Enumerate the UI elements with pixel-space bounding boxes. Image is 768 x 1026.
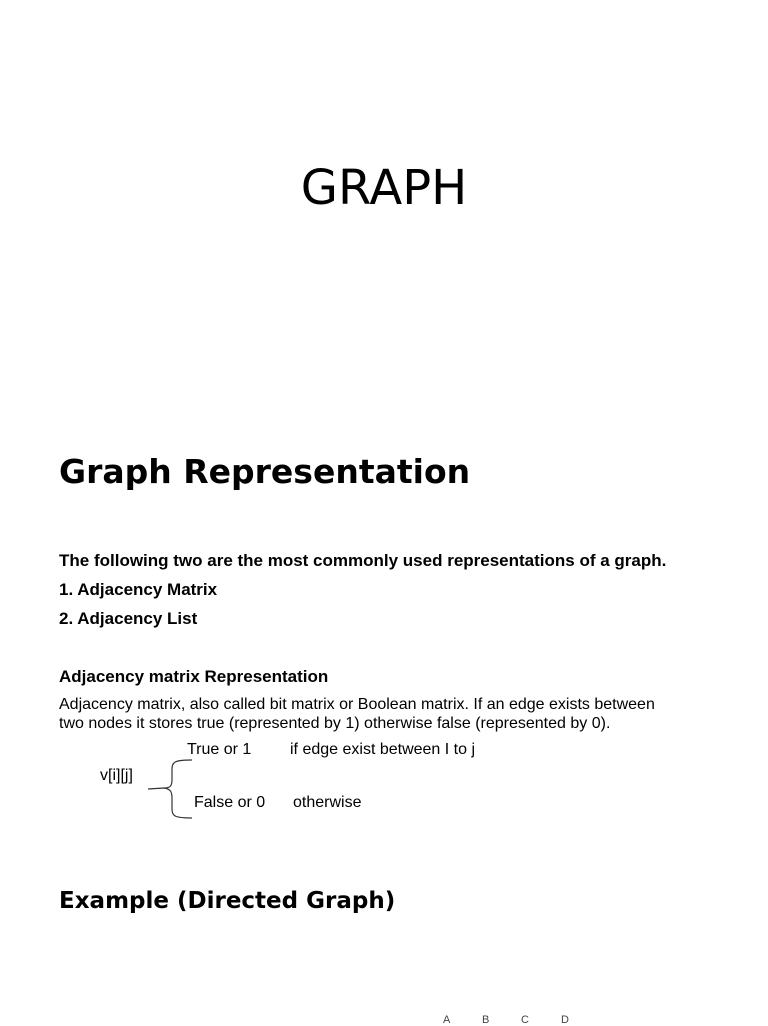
paragraph-line: Adjacency matrix, also called bit matrix or Boolean matrix. If an edge exists between <box>59 696 655 713</box>
matrix-column-label: C <box>521 1014 529 1026</box>
subsection-heading: Adjacency matrix Representation <box>59 667 329 686</box>
list-item: 1. Adjacency Matrix <box>59 580 218 599</box>
matrix-column-label: D <box>561 1014 569 1026</box>
formula-true-condition: if edge exist between I to j <box>290 741 475 758</box>
list-item: 2. Adjacency List <box>59 609 198 628</box>
example-heading: Example (Directed Graph) <box>59 888 396 914</box>
section-heading: Graph Representation <box>59 452 471 491</box>
paragraph-line: two nodes it stores true (represented by 1) otherwise false (represented by 0). <box>59 715 611 732</box>
page-title: GRAPH <box>300 160 468 216</box>
matrix-column-label: A <box>443 1014 451 1026</box>
intro-text: The following two are the most commonly used representations of a graph. <box>59 551 667 570</box>
formula-false-condition: otherwise <box>293 794 362 811</box>
formula-false-value: False or 0 <box>194 794 266 811</box>
formula-true-value: True or 1 <box>187 741 252 758</box>
matrix-column-label: B <box>482 1014 490 1026</box>
curly-brace-icon <box>146 756 196 822</box>
formula-variable: v[i][j] <box>100 767 133 784</box>
